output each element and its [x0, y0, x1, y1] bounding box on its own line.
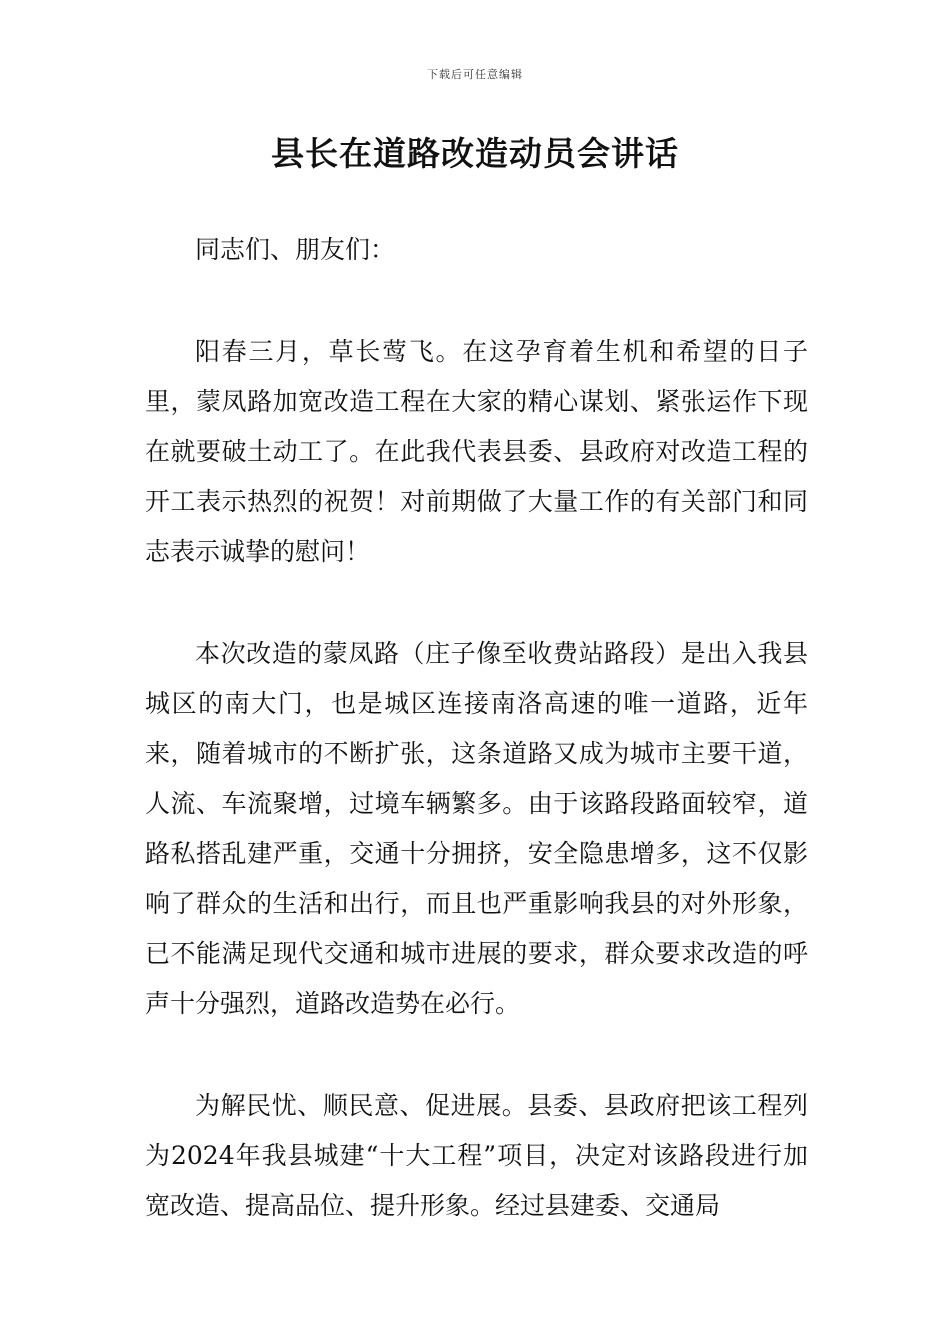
document-body — [145, 225, 808, 1283]
paragraph: 为解民忧、顺民意、促进展。县委、县政府把该工程列为2024年我县城建“十大工程”项目，决定对该路段进行加宽改造、提高品位、提升形象。经过县建委、交通局 — [145, 1091, 808, 1220]
header-note: 下载后可任意编辑 — [427, 68, 523, 81]
salutation: 同志们、朋友们： — [195, 235, 396, 264]
paragraph: 阳春三月，草长莺飞。在这孕育着生机和希望的日子里，蒙凤路加宽改造工程在大家的精心谋划、紧张运作下现在就要破土动工了。在此我代表县委、县政府对改造工程的开工表示热烈的祝贺！对前期做了大量工作的有关部门和同志表示诚挚的慰问！ — [145, 337, 808, 566]
paragraph: 本次改造的蒙凤路（庄子像至收费站路段）是出入我县城区的南大门，也是城区连接南洛高速的唯一道路，近年来，随着城市的不断扩张，这条道路又成为城市主要干道，人流、车流聚增，过境车辆繁多。由于该路段路面较窄，道路私搭乱建严重，交通十分拥挤，安全隐患增多，这不仅影响了群众的生活和出行，而且也严重影响我县的对外形象，已不能满足现代交通和城市进展的要求，群众要求改造的呼声十分强烈，道路改造势在必行。 — [145, 639, 808, 1018]
document-title: 县长在道路改造动员会讲话 — [271, 134, 679, 173]
